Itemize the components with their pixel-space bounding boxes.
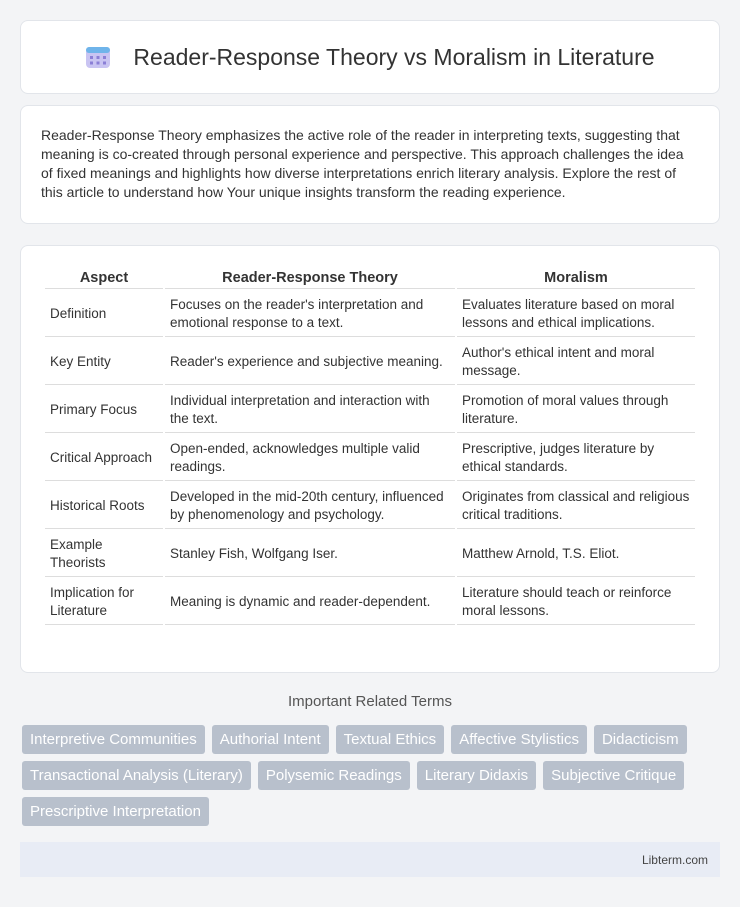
reader-response-cell: Focuses on the reader's interpretation and emotional response to a text. (165, 291, 455, 337)
related-term-tag[interactable]: Transactional Analysis (Literary) (22, 761, 251, 790)
title-card (20, 20, 720, 94)
footer (20, 842, 720, 877)
related-term-tag[interactable]: Didacticism (594, 725, 687, 754)
reader-response-cell: Developed in the mid-20th century, influenced by phenomenology and psychology. (165, 483, 455, 529)
aspect-cell: Critical Approach (45, 435, 163, 481)
table-row (45, 387, 695, 433)
page-title: Reader-Response Theory vs Moralism in Literature (133, 43, 655, 70)
reader-response-cell: Open-ended, acknowledges multiple valid readings. (165, 435, 455, 481)
moralism-cell: Promotion of moral values through literature. (457, 387, 695, 433)
moralism-cell: Matthew Arnold, T.S. Eliot. (457, 531, 695, 577)
moralism-cell: Evaluates literature based on moral lessons and ethical implications. (457, 291, 695, 337)
related-term-tag[interactable]: Authorial Intent (212, 725, 329, 754)
moralism-cell: Originates from classical and religious critical traditions. (457, 483, 695, 529)
reader-response-cell: Reader's experience and subjective meaning. (165, 339, 455, 385)
header-moralism: Moralism (457, 268, 695, 289)
table-row (45, 339, 695, 385)
moralism-cell: Literature should teach or reinforce moral lessons. (457, 579, 695, 625)
related-terms-title: Important Related Terms (288, 693, 452, 710)
moralism-cell: Prescriptive, judges literature by ethical standards. (457, 435, 695, 481)
header-aspect: Aspect (45, 268, 163, 289)
calendar-icon (85, 44, 111, 70)
reader-response-cell: Stanley Fish, Wolfgang Iser. (165, 531, 455, 577)
aspect-cell: Definition (45, 291, 163, 337)
related-terms-list (22, 725, 712, 826)
intro-card (20, 105, 720, 224)
footer-site-link[interactable]: Libterm.com (641, 852, 708, 867)
reader-response-cell: Meaning is dynamic and reader-dependent. (165, 579, 455, 625)
table-header-row (45, 268, 695, 289)
moralism-cell: Author's ethical intent and moral message. (457, 339, 695, 385)
comparison-card (20, 245, 720, 673)
related-term-tag[interactable]: Affective Stylistics (451, 725, 587, 754)
table-row (45, 483, 695, 529)
related-term-tag[interactable]: Polysemic Readings (258, 761, 410, 790)
aspect-cell: Implication for Literature (45, 579, 163, 625)
table-row (45, 291, 695, 337)
header-reader-response: Reader-Response Theory (165, 268, 455, 289)
aspect-cell: Historical Roots (45, 483, 163, 529)
aspect-cell: Primary Focus (45, 387, 163, 433)
table-row (45, 579, 695, 625)
table-row (45, 435, 695, 481)
aspect-cell: Key Entity (45, 339, 163, 385)
reader-response-cell: Individual interpretation and interaction with the text. (165, 387, 455, 433)
related-term-tag[interactable]: Subjective Critique (543, 761, 684, 790)
comparison-table (43, 266, 697, 627)
related-term-tag[interactable]: Literary Didaxis (417, 761, 536, 790)
related-term-tag[interactable]: Prescriptive Interpretation (22, 797, 209, 826)
intro-text: Reader-Response Theory emphasizes the active role of the reader in interpreting texts, suggesting that meaning is co-created through personal experience and perspective. This approach challenges the idea of fixed meanings and highlights how diverse interpretations enrich literary analysis. Explore the rest of this article to understand how Your unique insights transform the reading experience. (41, 127, 684, 200)
table-row (45, 531, 695, 577)
related-term-tag[interactable]: Textual Ethics (336, 725, 445, 754)
related-term-tag[interactable]: Interpretive Communities (22, 725, 205, 754)
aspect-cell: Example Theorists (45, 531, 163, 577)
